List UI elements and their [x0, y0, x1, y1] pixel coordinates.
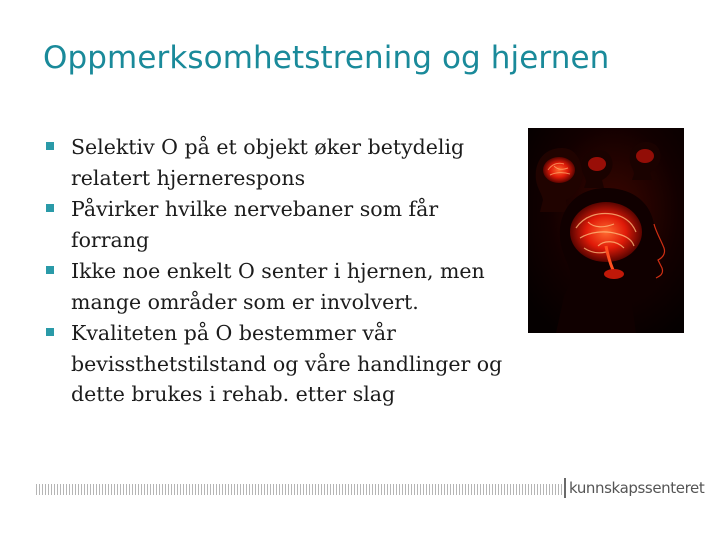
bullet-list	[45, 132, 515, 411]
bullet-item	[45, 318, 515, 410]
bullet-item	[45, 132, 515, 193]
bullet-text: Ikke noe enkelt O senter i hjernen, men mange områder som er involvert.	[71, 259, 485, 314]
footer-divider	[564, 478, 566, 498]
bullet-item	[45, 194, 515, 255]
kunnskapssenteret-logo: kunnskapssenteret	[569, 479, 705, 497]
bullet-text: Kvaliteten på O bestemmer vår bevissthetstilstand og våre handlinger og dette brukes i rehab. etter slag	[71, 321, 503, 406]
brain-heads-image	[528, 128, 684, 333]
square-bullet-icon	[46, 328, 54, 336]
bullet-text: Påvirker hvilke nervebaner som får forrang	[71, 197, 439, 252]
brain-heads-illustration	[528, 128, 684, 333]
bullet-text: Selektiv O på et objekt øker betydelig relatert hjernerespons	[71, 135, 465, 190]
square-bullet-icon	[46, 204, 54, 212]
slide-title: Oppmerksomhetstrening og hjernen	[43, 40, 610, 76]
footer-stripe	[36, 484, 562, 495]
square-bullet-icon	[46, 142, 54, 150]
bullet-item	[45, 256, 515, 317]
square-bullet-icon	[46, 266, 54, 274]
